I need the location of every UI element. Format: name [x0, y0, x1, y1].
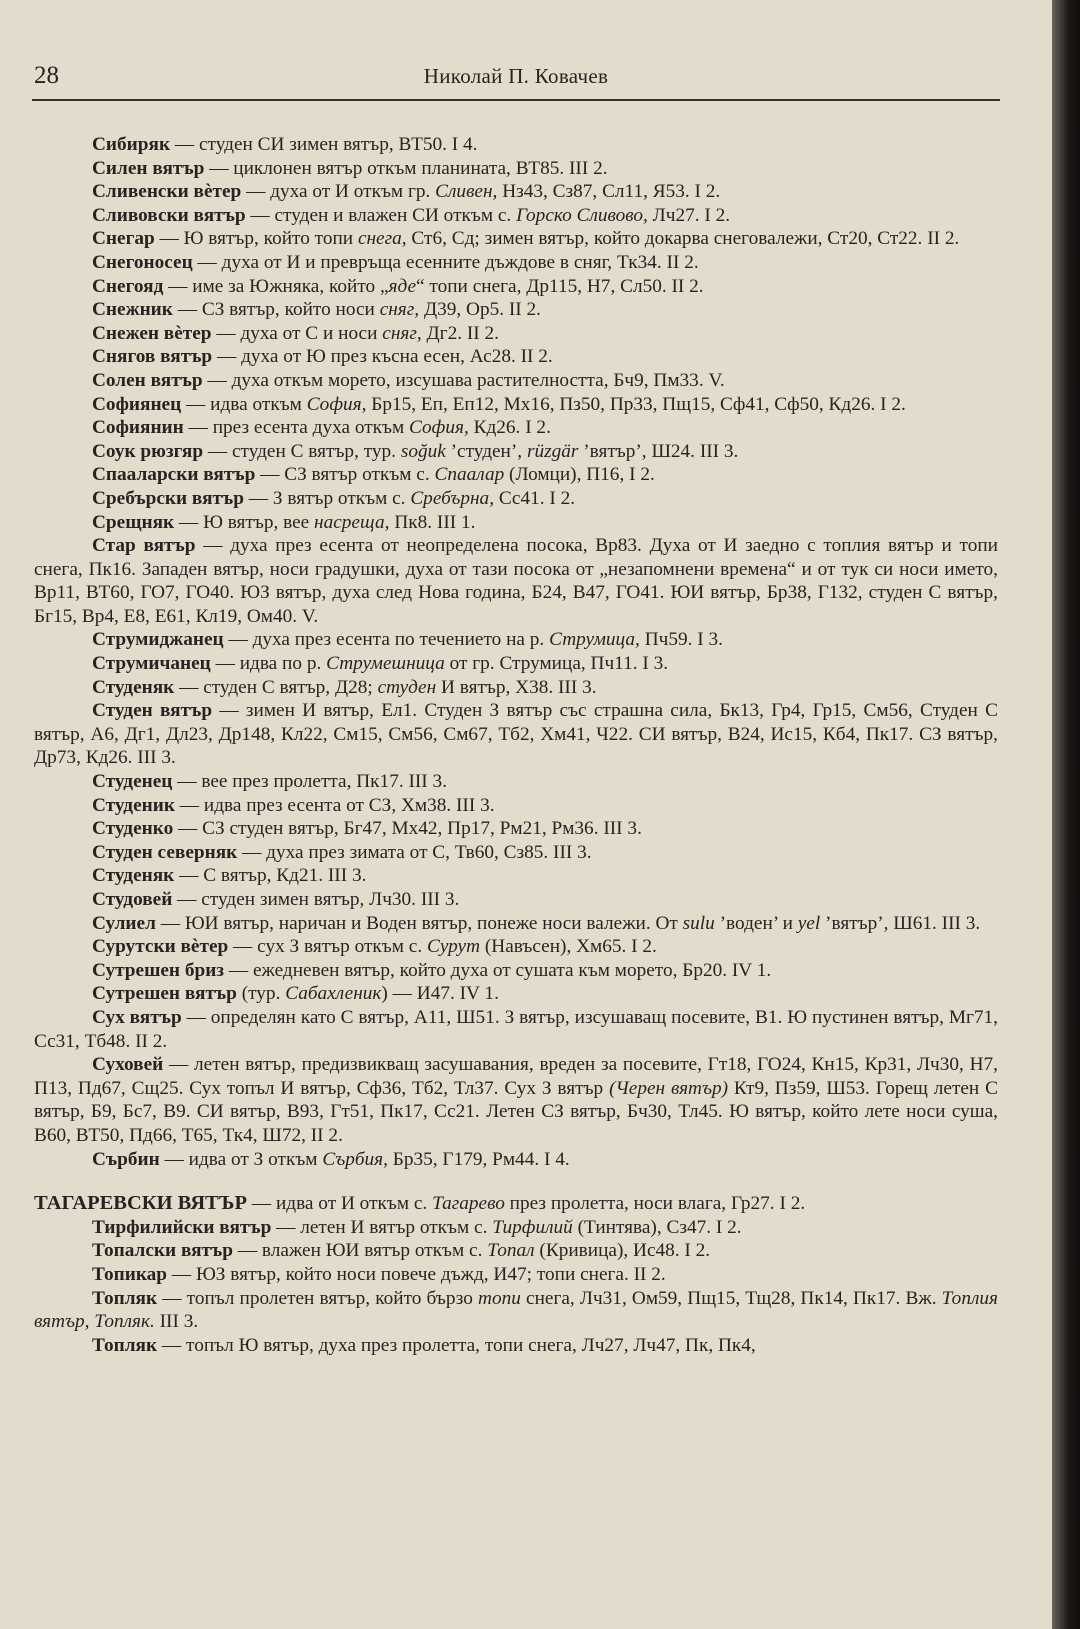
entry-text: Сс41. I 2.	[494, 487, 576, 509]
entry-headword: Сутрешен вятър	[92, 983, 237, 1005]
entry-headword: Снегояд	[92, 275, 164, 297]
dictionary-entry	[34, 1006, 998, 1053]
entry-text: — ЮИ вятър, наричан и Воден вятър, понеже носи валежи. От	[155, 912, 683, 934]
entry-headword: Топляк	[92, 1287, 158, 1309]
entry-italic-text: насреща,	[314, 511, 390, 533]
entry-headword: Сух вятър	[92, 1006, 182, 1028]
entry-headword: Тирфилийски вятър	[92, 1216, 272, 1238]
entry-text: — духа откъм морето, изсушава растителността, Бч9, Пм33. V.	[202, 369, 725, 391]
entry-text: Кд26. I 2.	[468, 417, 551, 439]
entry-headword: Топалски вятър	[92, 1240, 233, 1262]
entry-text: снега, Лч31, Ом59, Пщ15, Тщ28, Пк14, Пк17. Вж.	[520, 1287, 942, 1309]
dictionary-entry	[34, 1287, 998, 1334]
entry-headword: Студен северняк	[92, 841, 238, 863]
dictionary-entry	[34, 770, 998, 794]
entry-text: Дг2. II 2.	[421, 322, 499, 344]
entry-text: — идва от И откъм с.	[247, 1193, 433, 1215]
entry-headword: Студенко	[92, 818, 174, 840]
entry-headword: Солен вятър	[92, 369, 203, 391]
entry-headword: Сребърски вятър	[92, 487, 244, 509]
entry-text: Бр15, Еп, Еп12, Мх16, Пз50, Пр33, Пщ15, Сф41, Сф50, Кд26. I 2.	[366, 393, 906, 415]
entry-text: (Кривица), Ис48. I 2.	[534, 1240, 711, 1262]
entry-text: — студен и влажен СИ откъм с.	[245, 204, 517, 226]
entry-text: — идва по р.	[210, 653, 327, 675]
dictionary-entry	[34, 345, 998, 369]
entry-headword: Струмиджанец	[92, 629, 224, 651]
entry-text: Пч59. I 3.	[639, 629, 723, 651]
dictionary-entry	[34, 204, 998, 228]
dictionary-entry	[34, 369, 998, 393]
dictionary-entry	[34, 935, 998, 959]
entry-text: Д39, Ор5. II 2.	[419, 299, 541, 321]
header-rule	[32, 99, 1000, 101]
entry-italic-text: София,	[409, 417, 469, 439]
entry-headword: Спааларски вятър	[92, 464, 256, 486]
entry-italic-text: Сливен,	[435, 181, 498, 203]
dictionary-entry	[34, 1263, 998, 1287]
dictionary-entry	[34, 133, 998, 157]
dictionary-entry	[34, 1148, 998, 1172]
entry-text: ’вятър’, Ш61. III 3.	[820, 912, 981, 934]
entry-italic-text: Спаалар	[434, 464, 505, 486]
entry-italic-text: Горско Сливово,	[516, 204, 648, 226]
entry-text: — идва откъм	[181, 393, 307, 415]
entry-text: Ст6, Сд; зимен вятър, който докарва снеговалежи, Ст20, Ст22. II 2.	[406, 228, 960, 250]
entry-text: — зимен И вятър, Ел1. Студен З вятър със страшна сила, Бк13, Гр4, Гр15, См56, Студен С вятър, А6, Дг1, Дл23, Др148, Кл22, См15, См56, См67, Тб2, Хм41, Ч22. СИ вятър, В24, Ис15, Кб4, Пк17. СЗ вятър, Др73, Кд26. III 3.	[34, 700, 998, 769]
entry-italic-text: rüzgär	[526, 440, 579, 462]
entry-headword: Сибиряк	[92, 134, 171, 155]
entry-italic-text: sulu	[682, 912, 715, 934]
entry-headword: Снегар	[92, 228, 155, 250]
entry-italic-text: яде	[388, 275, 417, 297]
entry-text: — летен вятър, предизвикващ засушавания, вреден за посевите, Гт18, ГО24, Кн15, Кр31, Лч30, Н7, П13, Пд67, Сщ25. Сух топъл И вятър, Сф36, Тб2, Тл37. Сух З вятър	[34, 1054, 998, 1099]
dictionary-entry	[34, 416, 998, 440]
dictionary-entry	[34, 1334, 998, 1358]
dictionary-entry	[34, 959, 998, 983]
entry-headword: Сливовски вятър	[92, 204, 246, 226]
entry-italic-text: Тирфилий	[492, 1216, 573, 1238]
entry-text: Лч27. I 2.	[647, 204, 731, 226]
entry-headword: Студовей	[92, 889, 173, 910]
entry-text: — ЮЗ вятър, който носи повече дъжд, И47; топи снега. II 2.	[167, 1263, 666, 1285]
entry-italic-text: Струмица,	[549, 629, 640, 651]
dictionary-entry	[34, 912, 998, 936]
entry-headword: Снягов вятър	[92, 346, 213, 368]
entry-text: — студен С вятър, тур.	[203, 440, 401, 462]
entry-headword: Студен вятър	[92, 700, 213, 722]
dictionary-entry	[34, 982, 998, 1006]
entry-text: — сух З вятър откъм с.	[228, 936, 427, 958]
entry-text: — СЗ вятър, който носи	[172, 299, 380, 321]
entry-headword: Струмичанец	[92, 653, 211, 675]
entry-text: И вятър, Х38. III 3.	[436, 676, 597, 698]
dictionary-entry	[34, 699, 998, 770]
entry-text: ’воден’ и	[714, 912, 798, 934]
dictionary-entry	[34, 628, 998, 652]
entry-text: — влажен ЮИ вятър откъм с.	[233, 1240, 488, 1262]
entry-text: — идва от З откъм	[159, 1148, 323, 1170]
entry-text: “ топи снега, Др115, Н7, Сл50. II 2.	[416, 275, 704, 297]
entry-headword: Силен вятър	[92, 157, 205, 179]
entry-text: — през есента духа откъм	[183, 417, 410, 439]
dictionary-entry	[34, 487, 998, 511]
entry-text: — духа от И и превръща есенните дъждове в сняг, Тк34. II 2.	[192, 251, 699, 273]
entry-italic-text: сняг,	[382, 322, 422, 344]
entry-text: — З вятър откъм с.	[243, 487, 411, 509]
entry-text: — духа от Ю през късна есен, Ас28. II 2.	[212, 346, 553, 368]
page-header	[34, 62, 998, 96]
entry-headword: Сърбин	[92, 1148, 160, 1170]
running-title: Николай П. Ковачев	[423, 64, 609, 88]
entry-italic-text: София,	[306, 393, 367, 415]
entry-text: — духа от И откъм гр.	[241, 181, 436, 203]
dictionary-entry	[34, 888, 998, 912]
entry-text: (Ломци), П16, I 2.	[504, 464, 655, 486]
entry-headword: Студеняк	[92, 676, 175, 698]
dictionary-entry	[34, 393, 998, 417]
entry-text: ’студен’,	[445, 440, 527, 462]
entry-headword: Сулиел	[92, 912, 156, 934]
entry-italic-text: студен	[377, 676, 437, 698]
entry-headword: Топляк	[92, 1334, 158, 1356]
entry-text: — циклонен вятър откъм планината, ВТ85. III 2.	[204, 157, 608, 179]
entry-text: — студен СИ зимен вятър, ВТ50. I 4.	[170, 134, 478, 155]
entry-italic-text: yel	[797, 912, 821, 934]
dictionary-entry	[34, 1192, 998, 1216]
entry-italic-text: топи	[478, 1287, 521, 1309]
entry-text: III 3.	[154, 1311, 199, 1333]
entry-text: — духа през есента по течението на р.	[223, 629, 550, 651]
entry-text: — име за Южняка, който „	[163, 275, 389, 297]
entry-headword: Снегоносец	[92, 251, 193, 273]
entry-text: — СЗ вятър откъм с.	[255, 464, 435, 486]
entry-headword: Снежник	[92, 299, 173, 321]
dictionary-entry	[34, 251, 998, 275]
entry-text: — СЗ студен вятър, Бг47, Мх42, Пр17, Рм21, Рм36. III 3.	[173, 818, 642, 840]
entry-list	[34, 133, 998, 1357]
entry-text: от гр. Струмица, Пч11. I 3.	[444, 653, 669, 675]
dictionary-entry	[34, 1216, 998, 1240]
entry-headword: Сливенски вѐтер	[92, 181, 242, 203]
entry-text: — определян като С вятър, А11, Ш51. З вятър, изсушаващ посевите, В1. Ю пустинен вятър, Мг71, Сс31, Тб48. II 2.	[34, 1006, 998, 1052]
entry-text: — идва през есента от СЗ, Хм38. III 3.	[174, 794, 495, 816]
entry-italic-text: Сребърна,	[410, 487, 495, 509]
entry-text: (Тинтява), Сз47. I 2.	[572, 1216, 742, 1238]
dictionary-entry	[34, 275, 998, 299]
entry-italic-text: сняг,	[379, 299, 420, 321]
entry-text: ) — И47. IV 1.	[381, 983, 499, 1005]
entry-headword: Снежен вѐтер	[92, 322, 212, 344]
entry-italic-text: (Черен вятър)	[609, 1077, 729, 1099]
entry-text: ’вятър’, Ш24. III 3.	[578, 440, 739, 462]
entry-text: — вее през пролетта, Пк17. III 3.	[172, 771, 448, 793]
entry-text: — Ю вятър, вее	[174, 511, 315, 533]
page-number: 28	[34, 62, 59, 89]
dictionary-entry	[34, 180, 998, 204]
entry-headword: Студеняк	[92, 865, 175, 887]
dictionary-entry	[34, 676, 998, 700]
entry-headword: Суховей	[92, 1054, 164, 1076]
entry-text: Нз43, Сз87, Сл11, Я53. I 2.	[497, 181, 721, 203]
entry-text: — духа от С и носи	[211, 322, 383, 344]
entry-italic-text: Топлия вятър, Топляк.	[34, 1287, 998, 1333]
dictionary-entry	[34, 864, 998, 888]
entry-italic-text: Струмешница	[326, 653, 445, 675]
entry-text: — духа през есента от неопределена посока, Вр83. Духа от И заедно с топлия вятър и топи снега, Пк16. Западен вятър, носи градушки, духа от тази посока от „незапомнени времена“ и от тук си носи името, Вр11, ВТ60, ГО7, ГО40. ЮЗ вятър, духа след Нова година, Б24, В47, ГО41. ЮИ вятър, Бр38, Г132, студен С вятър, Бг15, Вр4, Е8, Е61, Кл19, Ом40. V.	[34, 535, 998, 627]
entry-headword: Студенец	[92, 771, 173, 793]
entry-headword: Стар вятър	[92, 535, 196, 557]
entry-italic-text: Топал	[487, 1240, 535, 1262]
entry-headword: Топикар	[92, 1263, 168, 1285]
entry-italic-text: Тагарево	[432, 1193, 505, 1215]
entry-headword: Соук рюзгяр	[92, 440, 204, 462]
entry-text: — студен зимен вятър, Лч30. III 3.	[172, 889, 460, 910]
dictionary-entry	[34, 794, 998, 818]
entry-headword: Сурутски вѐтер	[92, 936, 229, 958]
entry-italic-text: soğuk	[400, 440, 446, 462]
entry-text: — ежедневен вятър, който духа от сушата към морето, Бр20. IV 1.	[224, 959, 772, 981]
entry-text: — топъл Ю вятър, духа през пролетта, топи снега, Лч27, Лч47, Пк, Пк4,	[157, 1334, 756, 1356]
entry-headword: Срещняк	[92, 511, 175, 533]
entry-text: — студен С вятър, Д28;	[174, 676, 378, 698]
dictionary-entry	[34, 440, 998, 464]
entry-text: Бр35, Г179, Рм44. I 4.	[387, 1148, 570, 1170]
entry-headword: ТАГАРЕВСКИ ВЯТЪР	[34, 1192, 248, 1215]
dictionary-entry	[34, 157, 998, 181]
entry-text: — Ю вятър, който топи	[154, 228, 358, 250]
entry-text: (Навъсен), Хм65. I 2.	[480, 936, 657, 958]
entry-text: Пк8. III 1.	[389, 511, 476, 533]
entry-headword: Софиянин	[92, 417, 184, 439]
dictionary-entry	[34, 1053, 998, 1147]
dictionary-entry	[34, 1239, 998, 1263]
entry-text: Кт9, Пз59, Ш53. Горещ летен С вятър, Б9, Бс7, В9. СИ вятър, В93, Гт51, Пк17, Сс21. Летен СЗ вятър, Бч30, Тл45. Ю вятър, който лете носи суша, В60, ВТ50, Пд66, Т65, Тк4, Ш72, II 2.	[34, 1077, 998, 1146]
dictionary-entry	[34, 298, 998, 322]
dictionary-entry	[34, 463, 998, 487]
entry-text: — С вятър, Кд21. III 3.	[174, 865, 367, 887]
entry-headword: Софиянец	[92, 393, 182, 415]
entry-italic-text: снега,	[357, 228, 407, 250]
entry-text: — духа през зимата от С, Тв60, Сз85. III 3.	[237, 841, 592, 863]
entry-italic-text: Сърбия,	[322, 1148, 388, 1170]
entry-italic-text: Сабахленик	[285, 983, 382, 1005]
entry-text: — летен И вятър откъм с.	[271, 1216, 493, 1238]
entry-headword: Сутрешен бриз	[92, 959, 225, 981]
dictionary-entry	[34, 817, 998, 841]
dictionary-entry	[34, 227, 998, 251]
dictionary-entry	[34, 841, 998, 865]
dictionary-entry	[34, 534, 998, 628]
dictionary-entry	[34, 652, 998, 676]
entry-text: през пролетта, носи влага, Гр27. I 2.	[504, 1193, 806, 1215]
entry-headword: Студеник	[92, 794, 175, 816]
dictionary-entry	[34, 322, 998, 346]
entry-text: — топъл пролетен вятър, който бързо	[157, 1287, 479, 1309]
dictionary-entry	[34, 511, 998, 535]
book-spine-shadow	[1052, 0, 1080, 1629]
entry-text: (тур.	[236, 983, 286, 1005]
entry-italic-text: Сурут	[427, 936, 481, 958]
